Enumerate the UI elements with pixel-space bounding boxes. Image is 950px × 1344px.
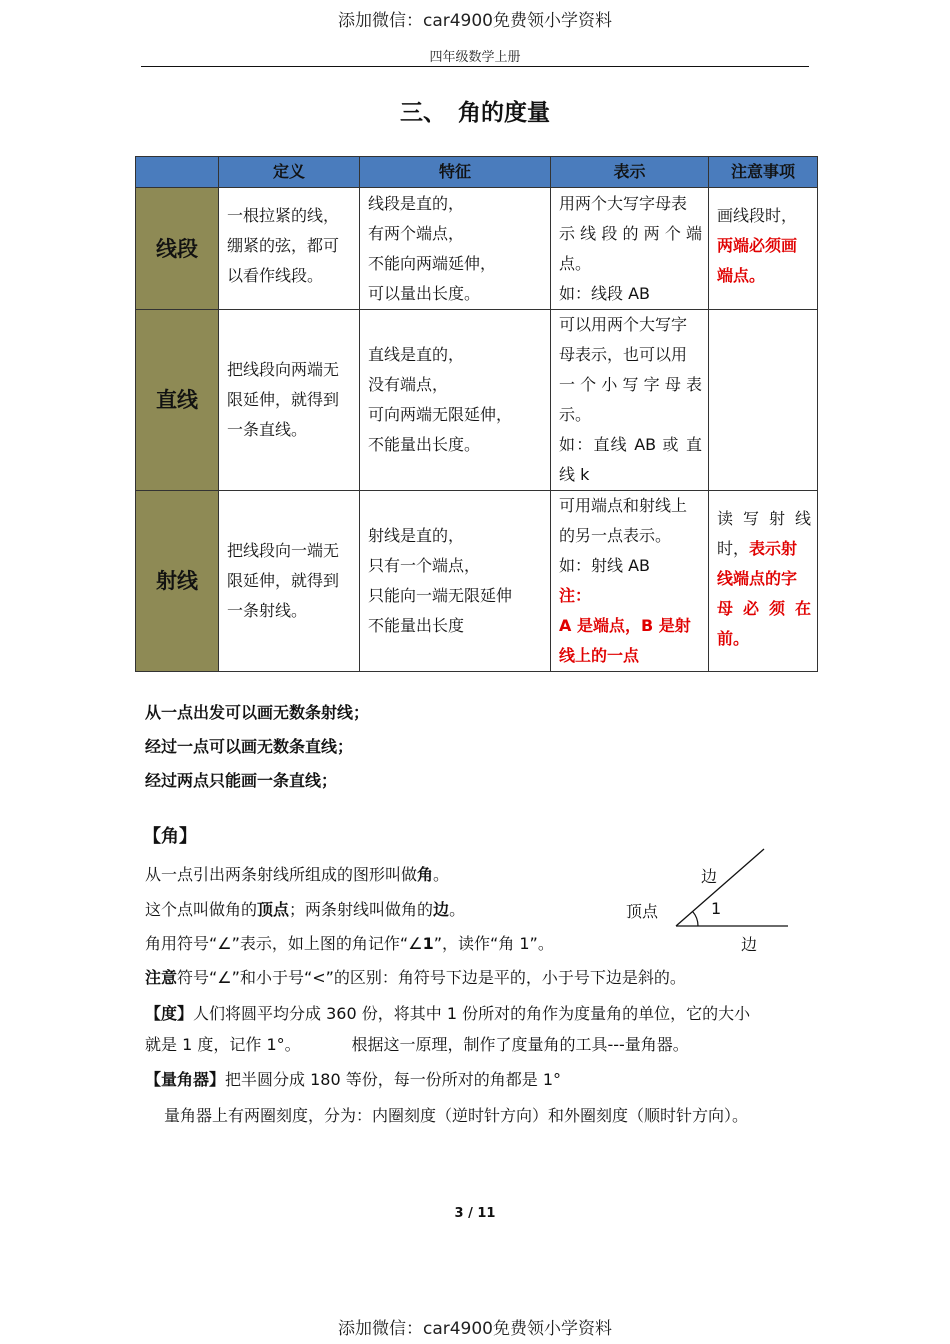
title-number: 三、 <box>400 100 446 126</box>
diagram-side-top-label: 边 <box>701 867 718 886</box>
angle-diagram <box>620 840 820 960</box>
rules-list <box>145 696 369 798</box>
segment-features: 线段是直的， 有两个端点， 不能向两端延伸， 可以量出长度。 <box>360 188 551 310</box>
header-subtitle: 四年级数学上册 <box>429 50 521 65</box>
header-blank <box>136 157 219 188</box>
angle-arc <box>693 912 698 927</box>
line-notation: 可以用两个大写字 母表示，也可以用 一个小写字母表 示。 如：直线 AB 或 直 线 k <box>551 310 709 491</box>
table-row-line <box>136 310 818 491</box>
rule-item: 经过两点只能画一条直线； <box>145 771 338 790</box>
line-features: 直线是直的， 没有端点， 可向两端无限延伸， 不能量出长度。 <box>360 310 551 491</box>
ray-features: 射线是直的， 只有一个端点， 只能向一端无限延伸 不能量出长度 <box>360 491 551 672</box>
header-definition: 定义 <box>219 157 360 188</box>
angle-symbol-line: 角用符号“∠”表示，如上图的角记作“∠1”，读作“角 1”。 <box>145 934 554 953</box>
table-header-row <box>136 157 818 188</box>
concept-table <box>135 156 818 672</box>
header-features: 特征 <box>360 157 551 188</box>
segment-notation: 用两个大写字母表 示线段的两个端 点。 如：线段 AB <box>551 188 709 310</box>
diagram-angle-label: 1 <box>711 899 722 918</box>
segment-definition: 一根拉紧的线， 绷紧的弦，都可 以看作线段。 <box>219 188 360 310</box>
table-row-ray <box>136 491 818 672</box>
diagram-vertex-label: 顶点 <box>626 902 659 921</box>
angle-vertex-line: 这个点叫做角的顶点；两条射线叫做角的边。 <box>145 900 466 919</box>
table-row-segment <box>136 188 818 310</box>
diagram-side-bottom-label: 边 <box>741 935 758 954</box>
protractor-line-1: 【量角器】把半圆分成 180 等份，每一份所对的角都是 1° <box>145 1070 561 1089</box>
page-number: 3 / 11 <box>454 1206 496 1221</box>
degree-line-2: 就是 1 度，记作 1°。 根据这一原理，制作了度量角的工具---量角器。 <box>145 1035 689 1054</box>
protractor-line-2: 量角器上有两圈刻度，分为：内圈刻度（逆时针方向）和外圈刻度（顺时针方向）。 <box>164 1106 749 1125</box>
angle-heading: 【角】 <box>143 826 197 847</box>
header-rule <box>141 66 809 67</box>
header-notation: 表示 <box>551 157 709 188</box>
ray-notation: 可用端点和射线上 的另一点表示。 如：射线 AB 注： A 是端点，B 是射 线上的一点 <box>551 491 709 672</box>
watermark-top: 添加微信：car4900免费领小学资料 <box>337 11 613 31</box>
ray-definition: 把线段向一端无 限延伸，就得到 一条射线。 <box>219 491 360 672</box>
page-title <box>0 94 950 127</box>
title-text: 角的度量 <box>458 100 550 126</box>
angle-definition-line: 从一点引出两条射线所组成的图形叫做角。 <box>145 865 450 884</box>
line-notes <box>709 310 818 491</box>
rule-item: 从一点出发可以画无数条射线； <box>145 703 370 722</box>
angle-note-line: 注意符号“∠”和小于号“<”的区别：角符号下边是平的，小于号下边是斜的。 <box>145 968 686 987</box>
watermark-bottom: 添加微信：car4900免费领小学资料 <box>337 1319 613 1339</box>
degree-line-1: 【度】人们将圆平均分成 360 份，将其中 1 份所对的角作为度量角的单位，它的大小 <box>145 1004 751 1023</box>
row-name-segment: 线段 <box>136 188 219 310</box>
header-notes: 注意事项 <box>709 157 818 188</box>
row-name-line: 直线 <box>136 310 219 491</box>
segment-notes: 画线段时， 两端必须画 端点。 <box>709 188 818 310</box>
rule-item: 经过一点可以画无数条直线； <box>145 737 354 756</box>
line-definition: 把线段向两端无 限延伸，就得到 一条直线。 <box>219 310 360 491</box>
ray-notes: 读 写 射 线 时，表示射 线端点的字 母 必 须 在 前。 <box>709 491 818 672</box>
row-name-ray: 射线 <box>136 491 219 672</box>
